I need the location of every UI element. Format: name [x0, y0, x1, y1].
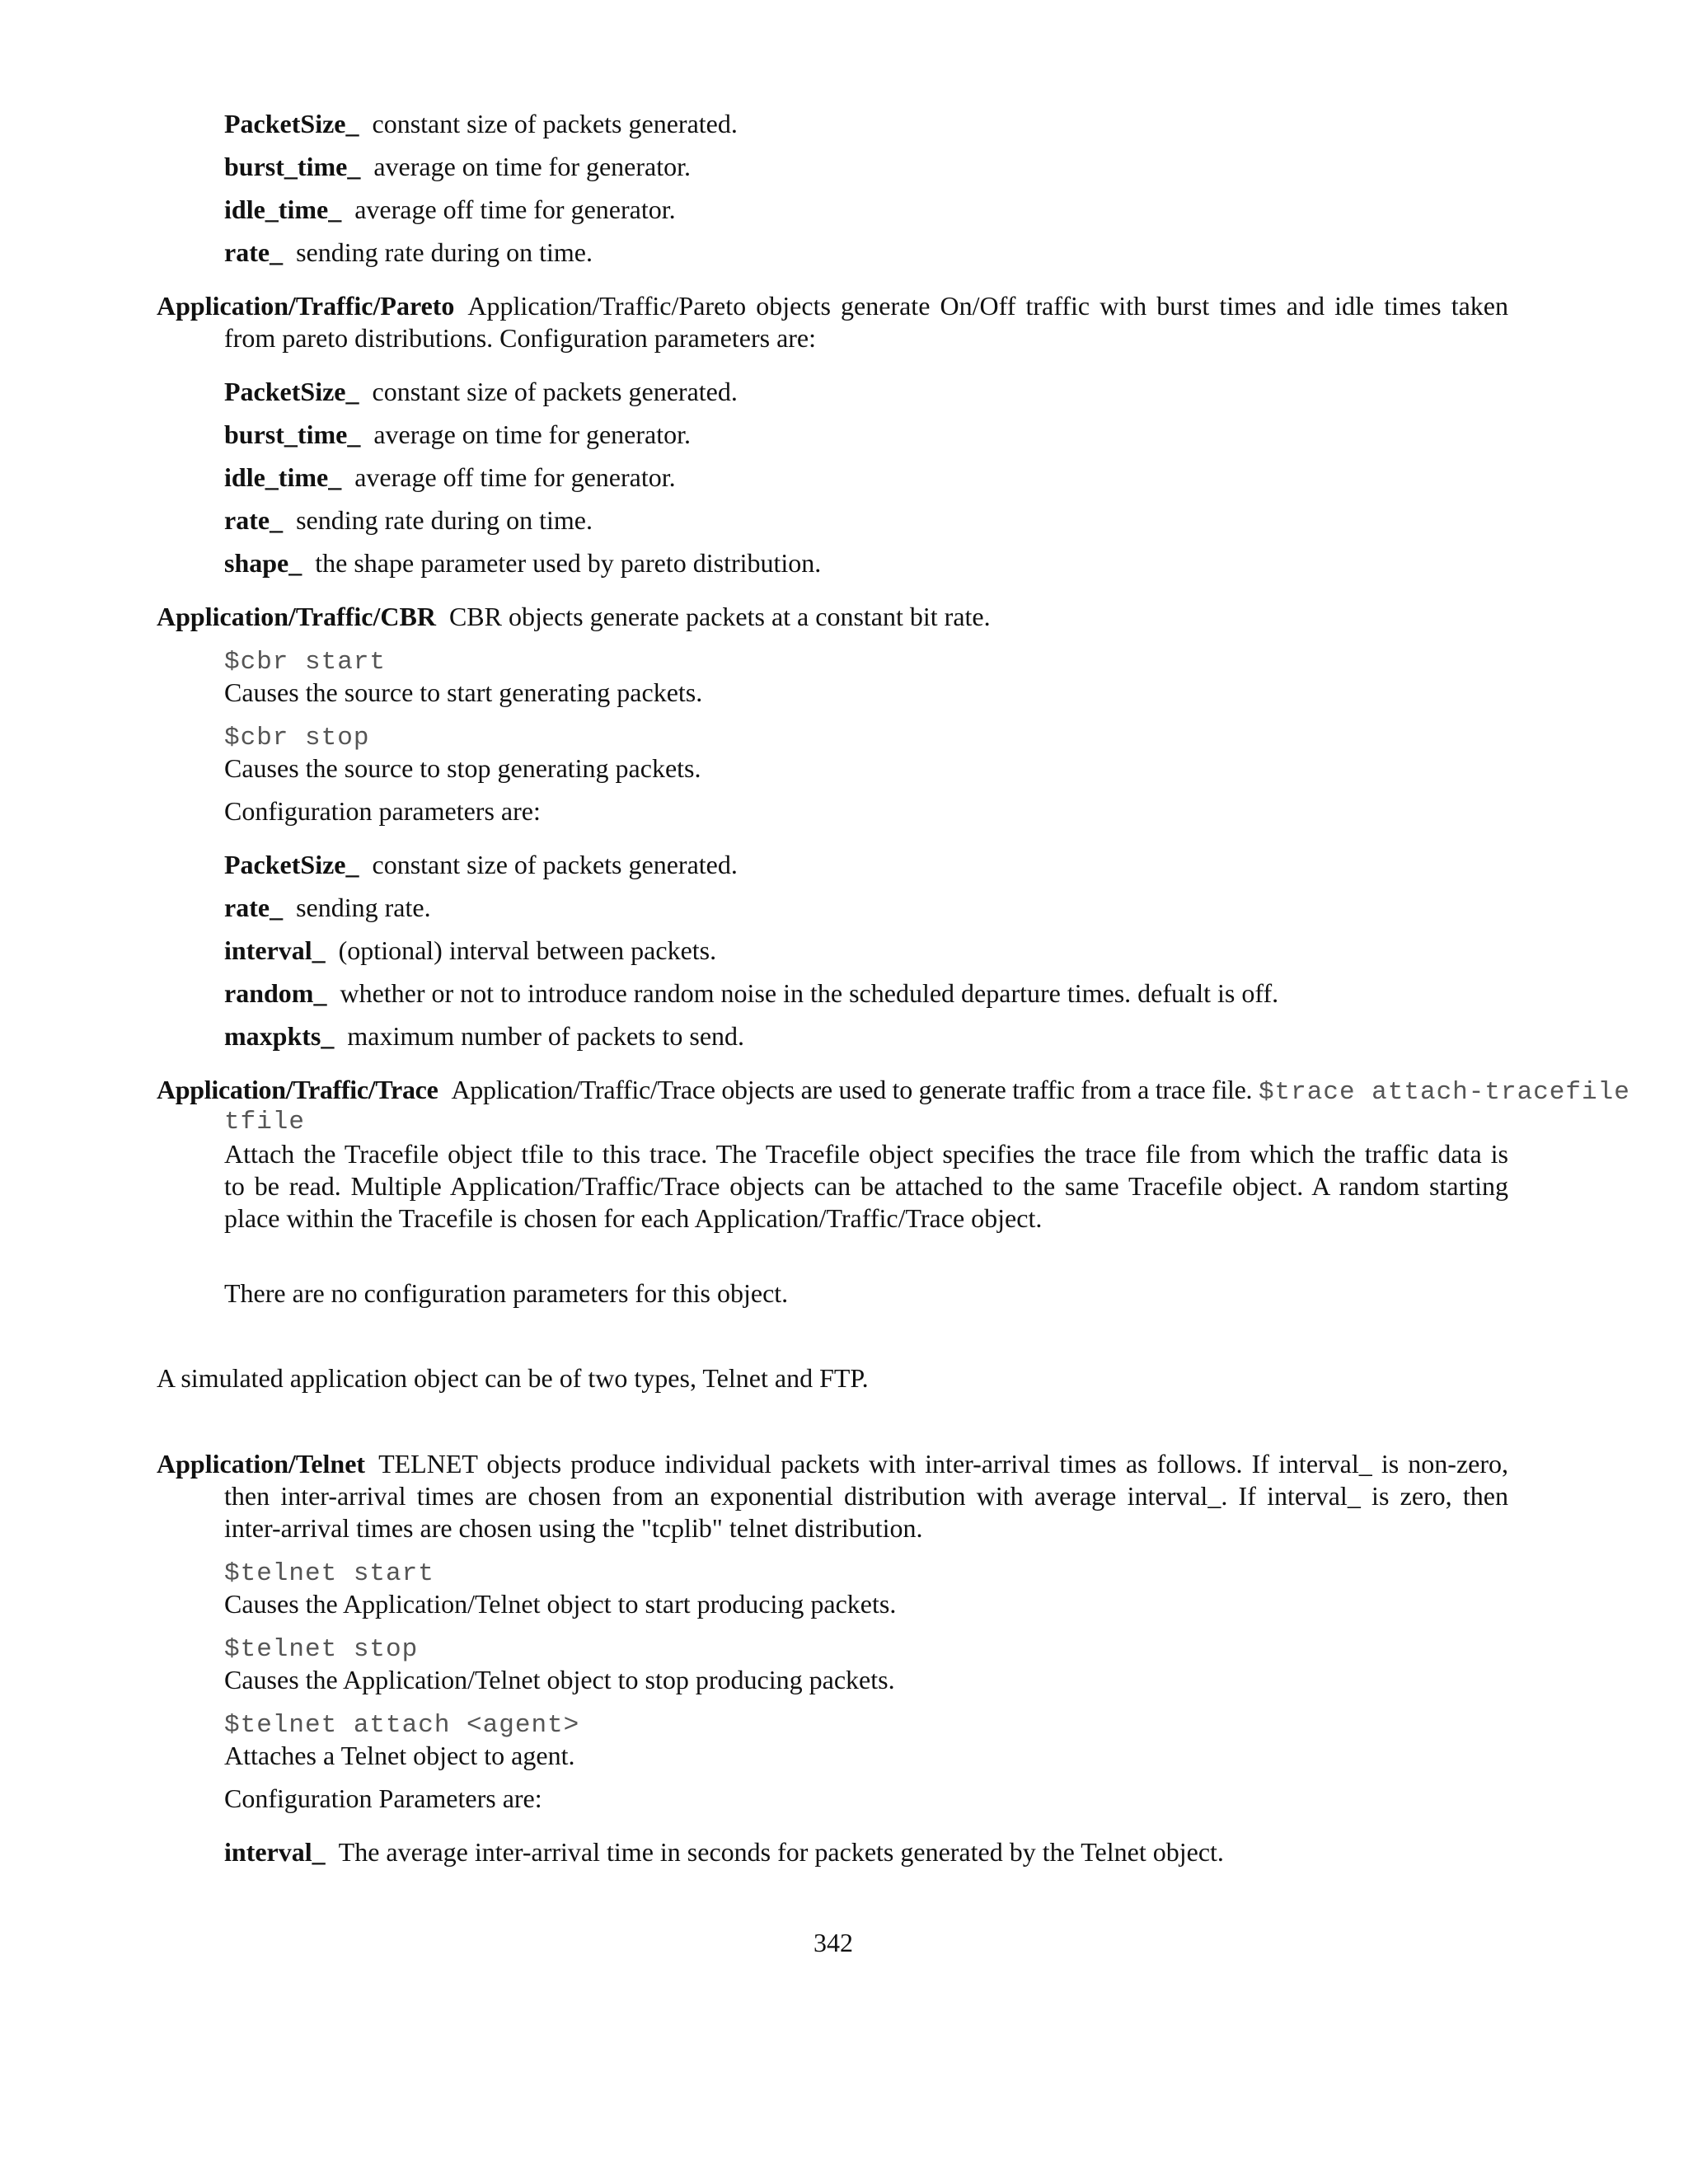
trace-attach-command-arg: tfile: [224, 1108, 306, 1137]
param-name: PacketSize_: [224, 377, 359, 406]
param-interval: [224, 935, 716, 967]
param-name: random_: [224, 978, 327, 1008]
param-name: PacketSize_: [224, 109, 359, 138]
trace-definition: [157, 1074, 1630, 1108]
param-desc: the shape parameter used by pareto distribution.: [315, 548, 822, 578]
param-desc: constant size of packets generated.: [372, 109, 738, 138]
term-trace: Application/Traffic/Trace: [157, 1075, 438, 1104]
telnet-start-command: $telnet start: [224, 1559, 434, 1588]
param-desc: average off time for generator.: [354, 194, 676, 224]
param-desc: maximum number of packets to send.: [347, 1021, 745, 1051]
trace-attach-command: $trace attach-tracefile: [1258, 1078, 1630, 1107]
param-name: burst_time_: [224, 152, 361, 181]
cbr-config-heading: Configuration parameters are:: [224, 796, 541, 826]
trace-para-line3: place within the Tracefile is chosen for each Application/Traffic/Trace object.: [224, 1203, 1043, 1233]
param-desc: average on time for generator.: [373, 419, 692, 449]
param-name: interval_: [224, 935, 326, 965]
telnet-desc-line1: TELNET objects produce individual packets with inter-arrival times as follows. If interval_ is non-zero,: [378, 1449, 1508, 1479]
telnet-start-desc: Causes the Application/Telnet object to start producing packets.: [224, 1589, 897, 1619]
param-shape: [224, 547, 821, 579]
param-idle-time: [224, 194, 676, 226]
param-desc: average on time for generator.: [373, 152, 692, 181]
param-name: rate_: [224, 237, 284, 267]
param-rate: [224, 237, 593, 269]
trace-para-line2: to be read. Multiple Application/Traffic/Trace objects can be attached to the same Tracefile object. A random starting: [224, 1171, 1508, 1201]
param-burst-time: [224, 419, 691, 451]
param-packetsize: [224, 376, 738, 408]
param-desc: average off time for generator.: [354, 462, 676, 492]
param-name: maxpkts_: [224, 1021, 335, 1051]
param-desc: The average inter-arrival time in seconds for packets generated by the Telnet object.: [338, 1837, 1224, 1867]
telnet-stop-command: $telnet stop: [224, 1635, 419, 1664]
param-name: idle_time_: [224, 462, 342, 492]
cbr-stop-command: $cbr stop: [224, 724, 370, 752]
telnet-desc-line3: inter-arrival times are chosen using the "tcplib" telnet distribution.: [224, 1513, 923, 1543]
telnet-config-heading: Configuration Parameters are:: [224, 1783, 542, 1813]
cbr-stop-desc: Causes the source to stop generating packets.: [224, 753, 701, 783]
pareto-desc-line2: from pareto distributions. Configuration parameters are:: [224, 323, 817, 353]
param-idle-time: [224, 462, 676, 494]
param-rate: [224, 892, 431, 924]
application-types-intro: A simulated application object can be of two types, Telnet and FTP.: [157, 1363, 869, 1393]
pareto-desc-line1: Application/Traffic/Pareto objects generate On/Off traffic with burst times and idle times taken: [467, 291, 1508, 321]
cbr-desc: CBR objects generate packets at a constant bit rate.: [448, 602, 991, 631]
param-desc: (optional) interval between packets.: [338, 935, 717, 965]
telnet-desc-line2: then inter-arrival times are chosen from an exponential distribution with average interval_. If interval_ is zero, then: [224, 1481, 1508, 1511]
term-telnet: Application/Telnet: [157, 1449, 366, 1479]
telnet-attach-command: $telnet attach <agent>: [224, 1711, 580, 1740]
param-interval: [224, 1836, 1224, 1868]
telnet-stop-desc: Causes the Application/Telnet object to stop producing packets.: [224, 1665, 895, 1694]
param-name: rate_: [224, 893, 284, 922]
param-name: shape_: [224, 548, 302, 578]
cbr-start-command: $cbr start: [224, 648, 387, 677]
param-desc: whether or not to introduce random noise in the scheduled departure times. defualt is off.: [340, 978, 1279, 1008]
param-name: interval_: [224, 1837, 326, 1867]
trace-no-config: There are no configuration parameters for this object.: [224, 1278, 789, 1308]
term-pareto: Application/Traffic/Pareto: [157, 291, 455, 321]
param-desc: sending rate.: [296, 893, 431, 922]
telnet-attach-desc: Attaches a Telnet object to agent.: [224, 1741, 575, 1770]
param-desc: constant size of packets generated.: [372, 377, 738, 406]
param-desc: sending rate during on time.: [296, 237, 593, 267]
param-rate: [224, 504, 593, 537]
param-name: rate_: [224, 505, 284, 535]
cbr-start-desc: Causes the source to start generating packets.: [224, 677, 703, 707]
param-name: idle_time_: [224, 194, 342, 224]
param-packetsize: [224, 849, 738, 881]
param-burst-time: [224, 151, 691, 183]
trace-para-line1: Attach the Tracefile object tfile to this trace. The Tracefile object specifies the trace file from which the traffic data is: [224, 1139, 1508, 1169]
param-desc: sending rate during on time.: [296, 505, 593, 535]
telnet-definition: [157, 1448, 1508, 1480]
param-desc: constant size of packets generated.: [372, 850, 738, 879]
param-maxpkts: [224, 1020, 744, 1052]
page-number: 342: [814, 1928, 853, 1957]
param-random: [224, 977, 1278, 1010]
param-name: PacketSize_: [224, 850, 359, 879]
term-cbr: Application/Traffic/CBR: [157, 602, 436, 631]
trace-desc: Application/Traffic/Trace objects are used to generate traffic from a trace file.: [451, 1075, 1253, 1104]
cbr-definition: [157, 601, 991, 633]
pareto-definition: [157, 290, 1508, 322]
param-name: burst_time_: [224, 419, 361, 449]
param-packetsize: [224, 108, 738, 140]
